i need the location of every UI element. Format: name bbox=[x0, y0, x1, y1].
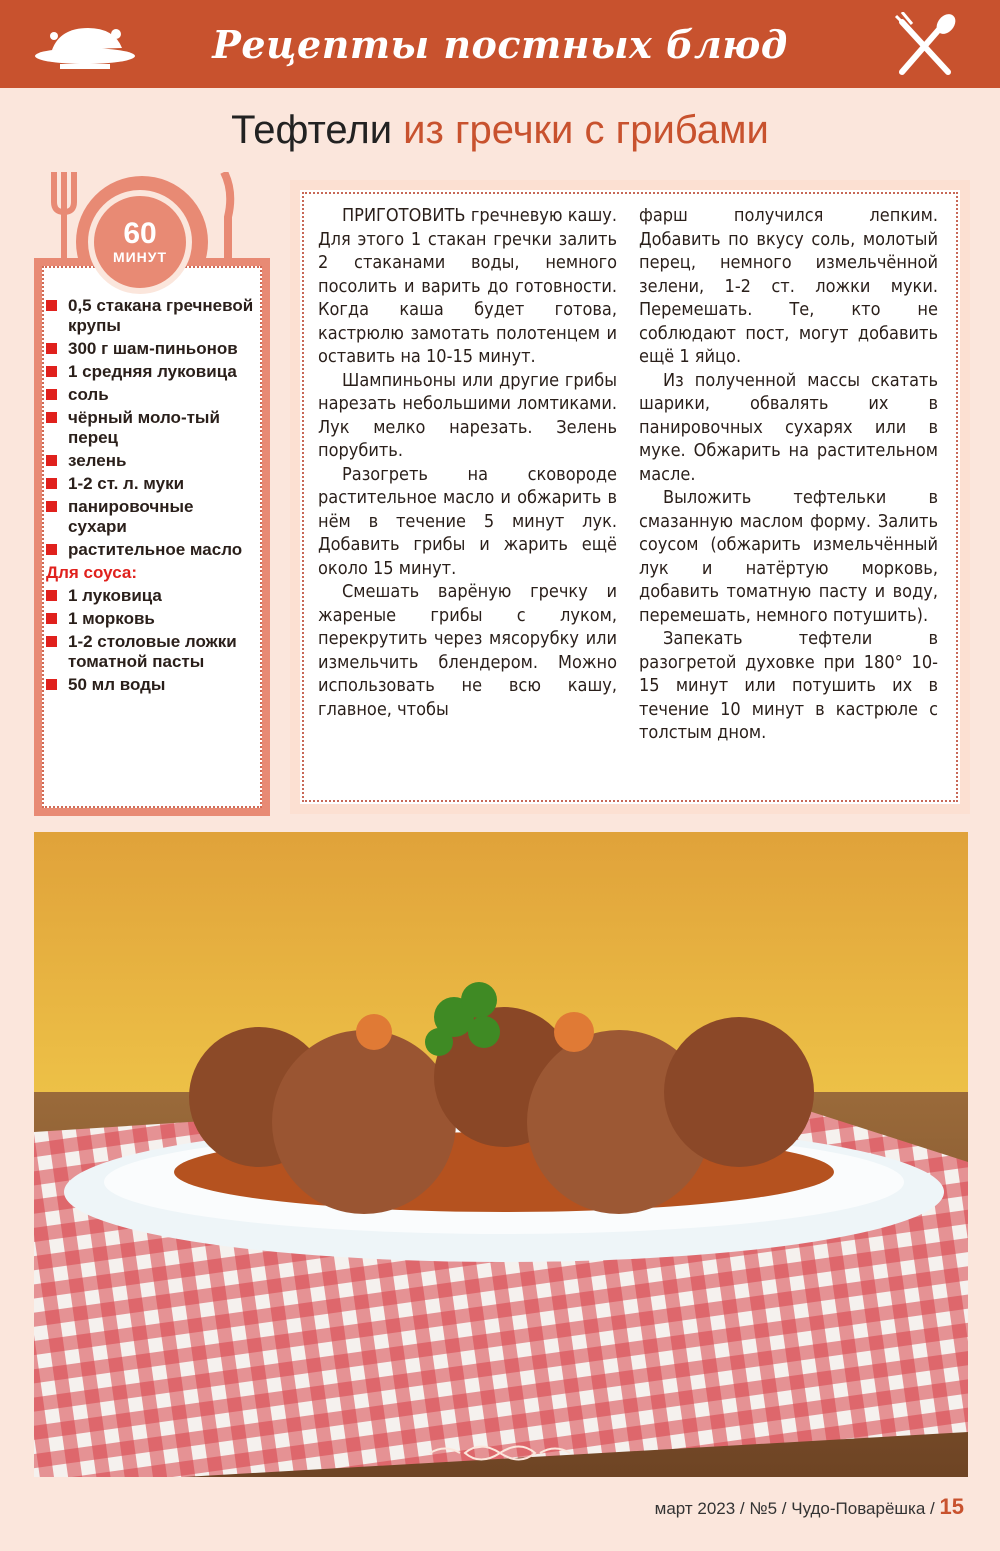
instruction-paragraph: Запекать тефтели в разогретой духовке при 180° 10-15 минут или потушить их в течение 10 минут в кастрюле с толстым дном. bbox=[639, 628, 938, 743]
sauce-ingredient-list bbox=[68, 586, 254, 695]
ingredient-list bbox=[68, 296, 254, 560]
sauce-ingredient-item: 50 мл воды bbox=[68, 675, 254, 695]
recipe-title-accent: из гречки с грибами bbox=[403, 108, 769, 152]
recipe-title-main: Тефтели bbox=[231, 108, 393, 152]
ingredient-item: 0,5 стакана гречневой крупы bbox=[68, 296, 254, 335]
ingredient-item: панировочные сухари bbox=[68, 497, 254, 537]
cooking-time-badge bbox=[88, 190, 192, 294]
ingredient-item: 300 г шам-пиньонов bbox=[68, 339, 254, 359]
instructions-box bbox=[290, 180, 970, 814]
instructions-column-2 bbox=[639, 204, 938, 790]
instruction-paragraph: Смешать варёную гречку и жареные грибы с луком, перекрутить через мясорубку или измельчить блендером. Можно использовать не всю кашу, главное, чтобы bbox=[318, 581, 617, 720]
sauce-heading: Для соуса: bbox=[46, 563, 137, 582]
header-band bbox=[0, 0, 1000, 88]
instructions-column-1 bbox=[318, 204, 617, 790]
sauce-ingredient-item: 1 луковица bbox=[68, 586, 254, 606]
section-title: Рецепты постных блюд bbox=[212, 21, 788, 67]
decorative-ornament bbox=[420, 1440, 580, 1466]
ingredient-item: соль bbox=[68, 385, 254, 405]
instruction-paragraph: Выложить тефтельки в смазанную маслом форму. Залить соусом (обжарить измельчённый лук и натёртую морковь, добавить томатную пасту и воду, перемешать, немного потушить). bbox=[639, 487, 938, 626]
cooking-time-unit: МИНУТ bbox=[112, 249, 168, 265]
ingredients-panel bbox=[34, 258, 270, 816]
sauce-ingredient-item: 1 морковь bbox=[68, 609, 254, 629]
recipe-title bbox=[0, 108, 1000, 153]
page-footer bbox=[655, 1494, 964, 1520]
instruction-paragraph: Из полученной массы скатать шарики, обвалять их в панировочных сухарях или в муке. Обжарить на растительном масле. bbox=[639, 369, 938, 485]
issue-info: март 2023 / №5 / Чудо-Поварёшка / bbox=[654, 1499, 935, 1518]
ingredient-item: 1-2 ст. л. муки bbox=[68, 474, 254, 494]
cooking-time-value: 60 bbox=[123, 217, 157, 250]
dish-photo bbox=[34, 832, 968, 1477]
instruction-paragraph: Шампиньоны или другие грибы нарезать небольшими ломтиками. Лук мелко нарезать. Зелень порубить. bbox=[318, 369, 617, 461]
ingredient-item: растительное масло bbox=[68, 540, 254, 560]
page-number: 15 bbox=[939, 1494, 964, 1519]
fork-spoon-icon bbox=[890, 12, 960, 78]
ingredient-item: зелень bbox=[68, 451, 254, 471]
instruction-paragraph: Разогреть на сковороде растительное масло и обжарить в нём в течение 5 минут лук. Добавить грибы и жарить ещё около 15 минут. bbox=[318, 463, 617, 579]
ingredient-item: чёрный моло-тый перец bbox=[68, 408, 254, 448]
sauce-ingredient-item: 1-2 столовые ложки томатной пасты bbox=[68, 632, 254, 672]
instruction-paragraph: ПРИГОТОВИТЬ гречневую кашу. Для этого 1 стакан гречки залить 2 стаканами воды, немного посолить и варить до готовности. Когда каша будет готова, кастрюлю замотать полотенцем и оставить на 10-15 минут. bbox=[318, 205, 617, 367]
instruction-paragraph: фарш получился лепким. Добавить по вкусу соль, молотый перец, немного измельчённой зелени, 1-2 ст. ложки муки. Перемешать. Те, кто не соблюдают пост, могут добавить ещё 1 яйцо. bbox=[639, 205, 938, 367]
ingredient-item: 1 средняя луковица bbox=[68, 362, 254, 382]
roast-chicken-icon bbox=[30, 14, 140, 76]
